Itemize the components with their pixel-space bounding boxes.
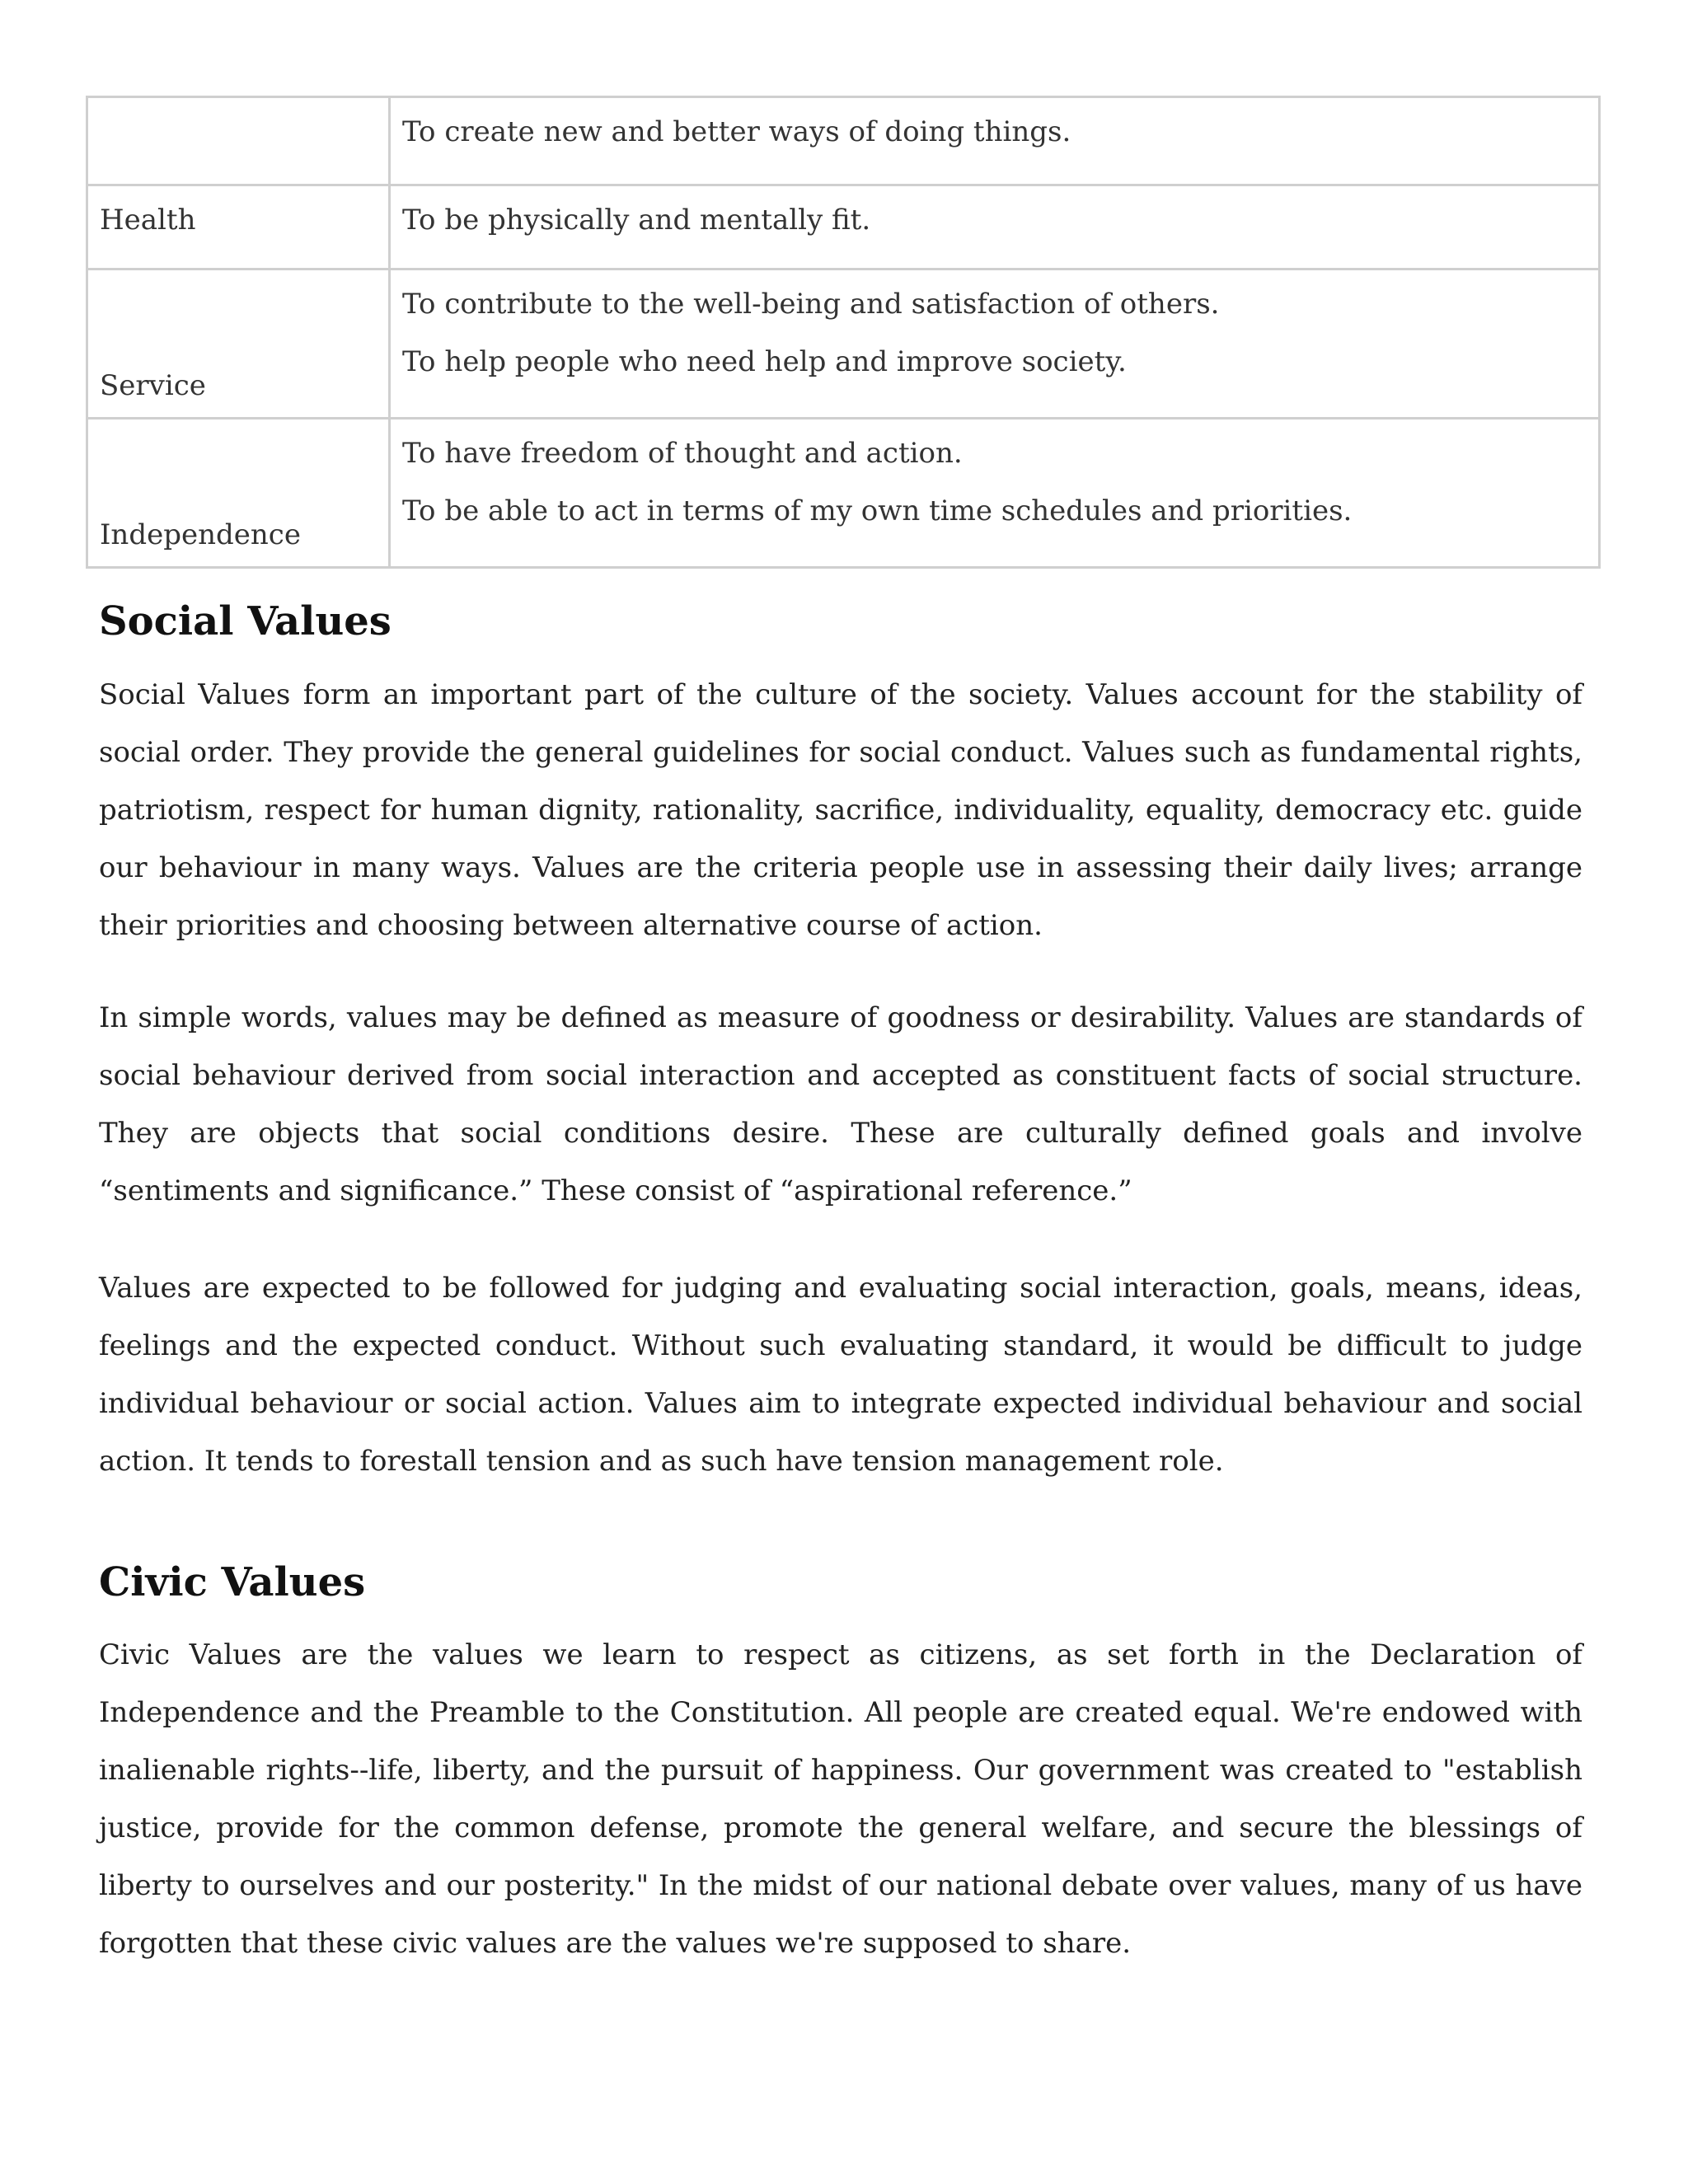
value-description-line: To be able to act in terms of my own time schedules and priorities. xyxy=(402,494,1353,527)
values-table xyxy=(86,96,1601,569)
table-row xyxy=(87,185,1600,269)
value-name-cell xyxy=(87,97,390,185)
value-description-cell xyxy=(390,185,1600,269)
value-description-line: To create new and better ways of doing things. xyxy=(402,115,1071,148)
social-values-paragraph: In simple words, values may be defined as measure of goodness or desirability. Values are standards of social behaviour derived from social interaction and accepted as constituent facts of social structure. They are objects that social conditions desire. These are culturally defined goals and involve “sentiments and significance.” These consist of “aspirational reference.” xyxy=(99,1001,1582,1207)
value-name-cell: Health xyxy=(87,185,390,269)
civic-values-heading: Civic Values xyxy=(99,1559,366,1605)
social-values-heading: Social Values xyxy=(99,598,392,644)
table-row xyxy=(87,419,1600,568)
civic-values-paragraph: Civic Values are the values we learn to respect as citizens, as set forth in the Declaration of Independence and the Preamble to the Constitution. All people are created equal. We're endowed with inalienable rights--life, liberty, and the pursuit of happiness. Our government was created to "establish justice, provide for the common defense, promote the general welfare, and secure the blessings of liberty to ourselves and our posterity." In the midst of our national debate over values, many of us have forgotten that these civic values are the values we're supposed to share. xyxy=(99,1638,1582,1960)
value-description-line: To be physically and mentally fit. xyxy=(402,204,871,237)
table-row xyxy=(87,269,1600,419)
value-description-cell xyxy=(390,97,1600,185)
social-values-paragraph: Values are expected to be followed for judging and evaluating social interaction, goals, means, ideas, feelings and the expected conduct. Without such evaluating standard, it would be difficult to judge individual behaviour or social action. Values aim to integrate expected individual behaviour and social action. It tends to forestall tension and as such have tension management role. xyxy=(99,1272,1582,1478)
social-values-paragraph: Social Values form an important part of the culture of the society. Values account for the stability of social order. They provide the general guidelines for social conduct. Values such as fundamental rights, patriotism, respect for human dignity, rationality, sacrifice, individuality, equality, democracy etc. guide our behaviour in many ways. Values are the criteria people use in assessing their daily lives; arrange their priorities and choosing between alternative course of action. xyxy=(99,678,1582,942)
value-name-cell: Independence xyxy=(87,419,390,568)
value-description-cell xyxy=(390,419,1600,568)
value-description-line: To help people who need help and improve society. xyxy=(402,345,1127,378)
value-description-cell xyxy=(390,269,1600,419)
value-description-line: To contribute to the well-being and satisfaction of others. xyxy=(402,288,1220,321)
table-row xyxy=(87,97,1600,185)
value-name-cell: Service xyxy=(87,269,390,419)
value-description-line: To have freedom of thought and action. xyxy=(402,437,963,470)
